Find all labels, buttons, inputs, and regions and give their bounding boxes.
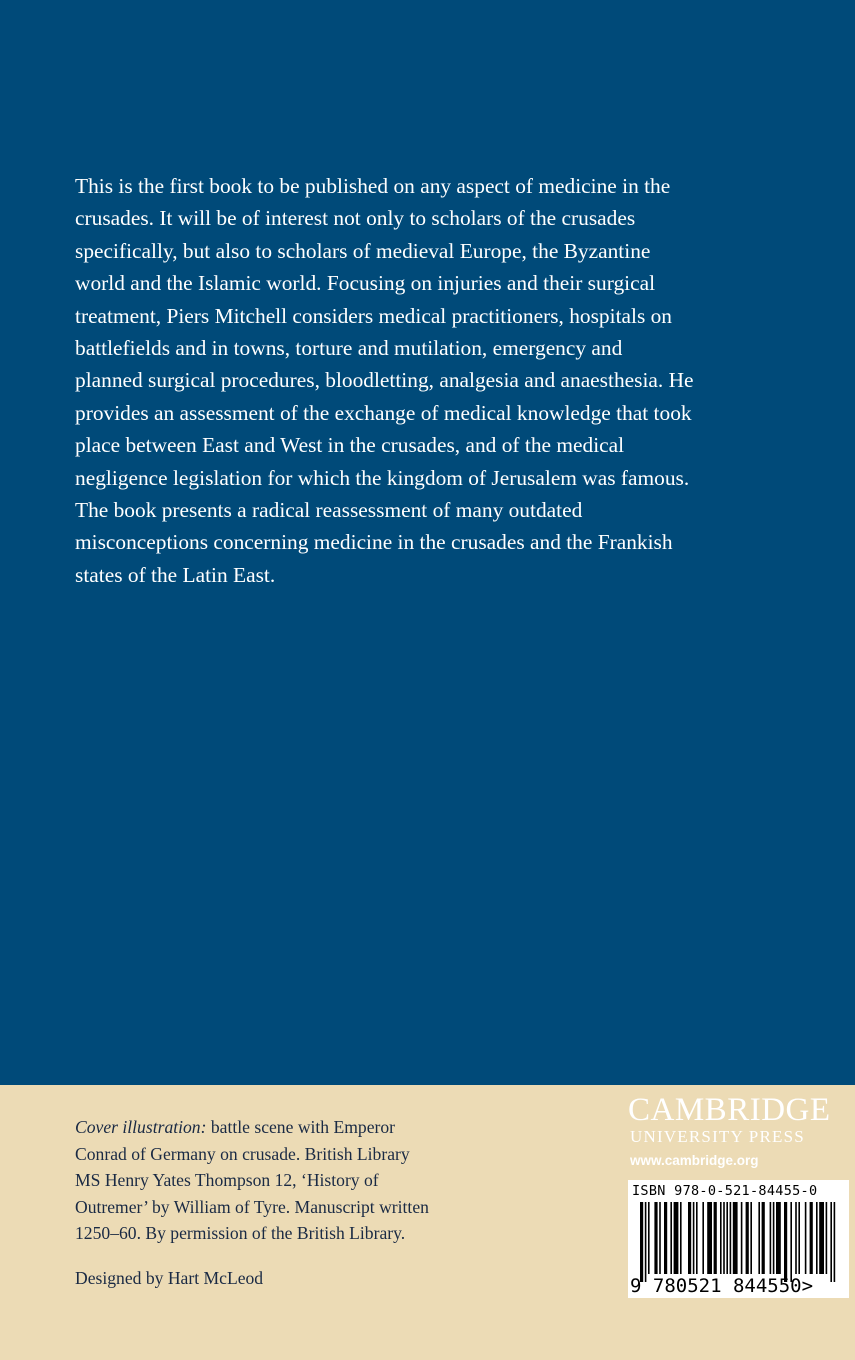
barcode-bar <box>834 1202 836 1282</box>
barcode-bar <box>773 1202 775 1274</box>
barcode-bar <box>733 1202 738 1274</box>
barcode-bar <box>659 1202 661 1274</box>
publisher-name: CAMBRIDGE <box>628 1092 831 1128</box>
barcode-bar <box>730 1202 732 1274</box>
barcode-digits: 9 780521 844550> <box>630 1275 814 1297</box>
barcode-bar <box>762 1202 765 1274</box>
barcode <box>628 1180 849 1298</box>
credits-line: Outremer’ by William of Tyre. Manuscript written <box>75 1196 429 1217</box>
barcode-bar <box>648 1202 650 1274</box>
barcode-bar <box>720 1202 722 1274</box>
barcode-bar <box>746 1202 749 1274</box>
barcode-bar <box>670 1202 672 1274</box>
blurb-line: misconceptions concerning medicine in the crusades and the Frankish <box>75 530 673 555</box>
blurb-line: planned surgical procedures, bloodletting, analgesia and anaesthesia. He <box>75 368 694 393</box>
barcode-bar <box>758 1202 760 1274</box>
barcode-bar <box>640 1202 643 1282</box>
blurb-line: This is the first book to be published on any aspect of medicine in the <box>75 174 671 198</box>
barcode-bar <box>790 1202 792 1282</box>
blurb-line: negligence legislation for which the kingdom of Jerusalem was famous. <box>75 465 690 490</box>
credits-line-rest: battle scene with Emperor <box>206 1117 396 1137</box>
barcode-bar <box>693 1202 695 1274</box>
barcode-bar <box>702 1202 704 1274</box>
barcode-bar <box>770 1202 772 1274</box>
blurb-line: specifically, but also to scholars of medieval Europe, the Byzantine <box>75 238 651 263</box>
barcode-bar <box>826 1202 828 1274</box>
barcode-bar <box>795 1202 797 1274</box>
credits-line <box>75 1114 615 1141</box>
publisher-url: www.cambridge.org <box>630 1153 759 1168</box>
barcode-bar <box>830 1202 832 1282</box>
barcode-bar <box>688 1202 691 1274</box>
barcode-bar <box>798 1202 800 1274</box>
barcode-bar <box>680 1202 682 1274</box>
blurb-line: treatment, Piers Mitchell considers medical practitioners, hospitals on <box>75 303 673 328</box>
barcode-bar <box>714 1202 717 1274</box>
barcode-bar <box>674 1202 679 1274</box>
barcode-bar <box>707 1202 712 1274</box>
blurb-line: provides an assessment of the exchange of medical knowledge that took <box>75 400 692 425</box>
credits-line: 1250–60. By permission of the British Library. <box>75 1223 406 1244</box>
barcode-bar <box>723 1202 725 1274</box>
barcode-bar <box>741 1202 743 1274</box>
blurb-text <box>75 170 795 591</box>
barcode-bar <box>654 1202 657 1274</box>
blurb-line: place between East and West in the crusades, and of the medical <box>75 433 625 458</box>
blurb-line: battlefields and in towns, torture and mutilation, emergency and <box>75 336 623 361</box>
barcode-bar <box>776 1202 781 1274</box>
credits-line: Conrad of Germany on crusade. British Library <box>75 1143 410 1164</box>
credits-line: MS Henry Yates Thompson 12, ‘History of <box>75 1170 379 1191</box>
isbn-text: ISBN 978-0-521-84455-0 <box>632 1183 818 1199</box>
barcode-bar <box>819 1202 824 1274</box>
barcode-bar <box>805 1202 807 1274</box>
blurb-line: The book presents a radical reassessment of many outdated <box>75 498 583 523</box>
publisher-subtitle: UNIVERSITY PRESS <box>630 1127 805 1146</box>
barcode-bar <box>750 1202 752 1274</box>
designer-credit: Designed by Hart McLeod <box>75 1268 264 1288</box>
barcode-bar <box>696 1202 698 1274</box>
barcode-bar <box>664 1202 667 1274</box>
barcode-bar <box>645 1202 647 1282</box>
blurb-line: world and the Islamic world. Focusing on injuries and their surgical <box>75 271 656 296</box>
barcode-bar <box>810 1202 813 1274</box>
cover-credits <box>75 1114 615 1247</box>
blurb-line: crusades. It will be of interest not only to scholars of the crusades <box>75 206 636 231</box>
blurb-line: states of the Latin East. <box>75 562 276 587</box>
credits-label: Cover illustration: <box>75 1117 207 1137</box>
barcode-bar <box>726 1202 728 1274</box>
barcode-bar <box>816 1202 818 1274</box>
barcode-bar <box>784 1202 787 1282</box>
